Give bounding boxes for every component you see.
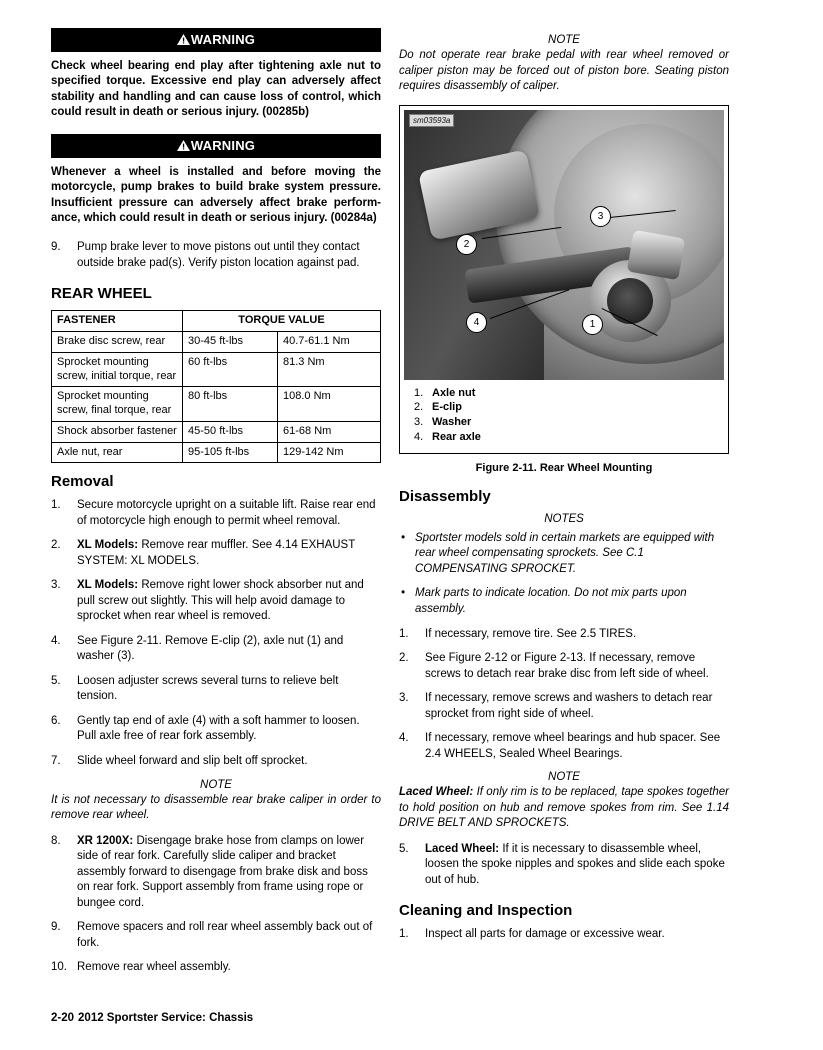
legend-number: 3. bbox=[414, 416, 424, 429]
step-emphasis: XL Models: bbox=[77, 539, 139, 552]
cell-fastener: Sprocket mounting screw, initial torque, rear bbox=[52, 352, 183, 387]
step-text: Loosen adjuster screws several turns to relieve belt tension. bbox=[77, 674, 339, 703]
cell-fastener: Brake disc screw, rear bbox=[52, 332, 183, 353]
cell-value: 45-50 ft-lbs bbox=[183, 421, 278, 442]
cell-value: 95-105 ft-lbs bbox=[183, 442, 278, 463]
note-label-laced: NOTE bbox=[548, 771, 580, 784]
pre-rear-wheel-steps bbox=[51, 240, 381, 271]
list-item bbox=[51, 578, 381, 625]
legend-label: E-clip bbox=[432, 401, 462, 414]
cleaning-inspection-heading: Cleaning and Inspection bbox=[399, 902, 573, 920]
bullet-icon: • bbox=[401, 587, 406, 600]
legend-label: Axle nut bbox=[432, 386, 476, 399]
bullet-icon: • bbox=[401, 531, 406, 544]
list-item bbox=[399, 531, 729, 578]
list-item bbox=[51, 834, 381, 912]
legend-label: Washer bbox=[432, 416, 472, 429]
step-emphasis: Laced Wheel: bbox=[425, 842, 500, 855]
list-item bbox=[399, 731, 729, 762]
cell-fastener: Axle nut, rear bbox=[52, 442, 183, 463]
list-item bbox=[51, 754, 381, 770]
step-text: Disengage brake hose from clamps on lower side of rear fork. Carefully slide caliper and bracket assembly forward to disengage from brake disk and boss on rear fork. Support assembly from frame using rope or bungee cord. bbox=[77, 834, 368, 909]
removal-steps-continued bbox=[51, 834, 381, 976]
step-text: If necessary, remove screws and washers to detach rear sprocket from right side of wheel. bbox=[425, 692, 713, 720]
step-number: 9. bbox=[51, 921, 61, 934]
step-text: If necessary, remove tire. See 2.5 TIRES. bbox=[425, 627, 637, 640]
step-number: 6. bbox=[51, 714, 61, 727]
note-text: Sportster models sold in certain markets are equipped with rear wheel compensating sprockets. See C.1 COMPENSATING SPROCKET. bbox=[415, 531, 715, 575]
cell-nm: 40.7-61.1 Nm bbox=[278, 332, 381, 353]
step-number: 1. bbox=[51, 499, 61, 512]
step-number: 3. bbox=[51, 579, 61, 592]
table-row bbox=[52, 352, 381, 387]
step-text: Remove rear muffler. See 4.14 EXHAUST SYSTEM: XL MODELS. bbox=[77, 539, 356, 567]
list-item bbox=[51, 714, 381, 745]
step-number: 1. bbox=[399, 627, 409, 640]
cell-nm: 61-68 Nm bbox=[278, 421, 381, 442]
step-text: Remove rear wheel assembly. bbox=[77, 961, 231, 974]
callout-2: 2 bbox=[456, 234, 477, 255]
warning-label-1: WARNING bbox=[190, 32, 256, 47]
column-header-torque-value: TORQUE VALUE bbox=[183, 311, 381, 332]
list-item bbox=[51, 674, 381, 705]
warning-body-1: Check wheel bearing end play after tightening axle nut to specified torque. Excessive end play can adversely affect stability and handling and can cause loss of control, which could result in death or serious injury. (00285b) bbox=[51, 60, 381, 118]
step-text: See Figure 2-12 or Figure 2-13. If necessary, remove screws to detach rear brake disc from left side of wheel. bbox=[425, 652, 709, 680]
rear-wheel-heading: REAR WHEEL bbox=[51, 285, 152, 303]
legend-number: 1. bbox=[414, 386, 424, 399]
list-item bbox=[399, 927, 729, 943]
list-item bbox=[399, 651, 729, 682]
warning-label-2: WARNING bbox=[190, 138, 256, 154]
list-item bbox=[51, 920, 381, 951]
step-number: 5. bbox=[399, 842, 409, 855]
figure-image-id: sm03593a bbox=[409, 114, 454, 127]
cell-fastener: Shock absorber fastener bbox=[52, 421, 183, 442]
list-item bbox=[51, 634, 381, 665]
warning-triangle-icon bbox=[177, 139, 190, 154]
legend-number: 4. bbox=[414, 431, 424, 444]
step-text: Slide wheel forward and slip belt off sprocket. bbox=[77, 754, 308, 767]
callout-3: 3 bbox=[590, 206, 611, 227]
step-text: Gently tap end of axle (4) with a soft hammer to loosen. Pull axle free of rear fork assembly. bbox=[77, 714, 360, 743]
step-text: If it is necessary to disassemble wheel, loosen the spoke nipples and spokes and slide each spoke out of hub. bbox=[425, 842, 725, 886]
right-column bbox=[399, 28, 729, 952]
step-text: Remove spacers and roll rear wheel assembly back out of fork. bbox=[77, 921, 373, 949]
table-row bbox=[52, 332, 381, 353]
step-text: Inspect all parts for damage or excessive wear. bbox=[425, 928, 665, 941]
step-number: 4. bbox=[399, 732, 409, 745]
warning-banner-1 bbox=[51, 28, 381, 52]
step-text: Secure motorcycle upright on a suitable lift. Raise rear end of motorcycle high enough to permit wheel removal. bbox=[77, 499, 376, 527]
warning-triangle-icon bbox=[177, 33, 190, 48]
note-text: If only rim is to be replaced, tape spokes together to hold position on hub and remove spokes from rim. See 1.14 DRIVE BELT AND SPROCKETS. bbox=[399, 786, 729, 830]
legend-label: Rear axle bbox=[432, 431, 481, 444]
disassembly-heading: Disassembly bbox=[399, 487, 491, 505]
warning-banner-2 bbox=[51, 134, 381, 158]
note-body-1: It is not necessary to disassemble rear brake caliper in order to remove rear wheel. bbox=[51, 793, 381, 822]
legend-item-1 bbox=[414, 386, 720, 401]
figure-2-11 bbox=[399, 105, 729, 454]
note-label-1: NOTE bbox=[200, 778, 232, 791]
figure-caption: Figure 2-11. Rear Wheel Mounting bbox=[475, 461, 653, 474]
list-item bbox=[51, 538, 381, 569]
left-column bbox=[51, 28, 381, 985]
step-text: Pump brake lever to move pistons out until they contact outside brake pad(s). Verify piston location against pad. bbox=[77, 241, 360, 269]
callout-4: 4 bbox=[466, 312, 487, 333]
axle-nut-part bbox=[627, 229, 686, 279]
list-item bbox=[51, 960, 381, 976]
list-item bbox=[51, 240, 381, 271]
step-text: See Figure 2-11. Remove E-clip (2), axle nut (1) and washer (3). bbox=[77, 634, 344, 663]
table-row bbox=[52, 442, 381, 463]
legend-item-2 bbox=[414, 400, 720, 415]
step-number: 4. bbox=[51, 634, 61, 647]
footer-title: 2012 Sportster Service: Chassis bbox=[78, 1012, 254, 1024]
step-number: 5. bbox=[51, 674, 61, 687]
note-emphasis: Laced Wheel: bbox=[399, 786, 474, 799]
cell-nm: 129-142 Nm bbox=[278, 442, 381, 463]
note-text: Mark parts to indicate location. Do not mix parts upon assembly. bbox=[415, 587, 687, 615]
step-number: 2. bbox=[51, 539, 61, 552]
table-row bbox=[52, 421, 381, 442]
figure-legend bbox=[400, 380, 728, 453]
step-number: 8. bbox=[51, 834, 61, 847]
torque-table bbox=[51, 310, 381, 463]
removal-heading: Removal bbox=[51, 473, 114, 491]
note-label-top: NOTE bbox=[548, 34, 580, 46]
cell-value: 80 ft-lbs bbox=[183, 387, 278, 422]
legend-number: 2. bbox=[414, 401, 424, 414]
note-body-top: Do not operate rear brake pedal with rear wheel removed or caliper piston may be forced out of piston bore. Seating piston requires disassembly of caliper. bbox=[399, 49, 729, 93]
step-number: 3. bbox=[399, 692, 409, 705]
disassembly-steps-continued bbox=[399, 842, 729, 889]
notes-bullet-list bbox=[399, 531, 729, 618]
table-row bbox=[52, 387, 381, 422]
note-body-laced bbox=[399, 785, 729, 832]
table-header-row bbox=[52, 311, 381, 332]
page-footer bbox=[51, 1012, 253, 1024]
notes-label: NOTES bbox=[544, 512, 584, 525]
step-number: 9. bbox=[51, 241, 61, 254]
cleaning-steps bbox=[399, 927, 729, 943]
legend-item-4 bbox=[414, 430, 720, 445]
step-number: 7. bbox=[51, 754, 61, 767]
list-item bbox=[399, 586, 729, 617]
warning-body-2: Whenever a wheel is installed and before moving the motorcycle, pump brakes to build brake system pressure. Insufficient pressure can adversely affect brake perform-ance, which could result in death or serious injury. (00284a) bbox=[51, 166, 381, 224]
cell-value: 30-45 ft-lbs bbox=[183, 332, 278, 353]
step-number: 1. bbox=[399, 928, 409, 941]
list-item bbox=[399, 691, 729, 722]
axle-end bbox=[607, 278, 653, 324]
legend-item-3 bbox=[414, 415, 720, 430]
list-item bbox=[51, 498, 381, 529]
page-number: 2-20 bbox=[51, 1012, 75, 1024]
cell-nm: 81.3 Nm bbox=[278, 352, 381, 387]
figure-image bbox=[404, 110, 724, 380]
column-header-fastener: FASTENER bbox=[52, 311, 183, 332]
step-number: 10. bbox=[51, 961, 67, 974]
removal-steps bbox=[51, 498, 381, 769]
step-emphasis: XR 1200X: bbox=[77, 834, 134, 847]
step-emphasis: XL Models: bbox=[77, 579, 139, 592]
step-number: 2. bbox=[399, 652, 409, 665]
cell-fastener: Sprocket mounting screw, final torque, rear bbox=[52, 387, 183, 422]
callout-1: 1 bbox=[582, 314, 603, 335]
cell-nm: 108.0 Nm bbox=[278, 387, 381, 422]
cell-value: 60 ft-lbs bbox=[183, 352, 278, 387]
disassembly-steps bbox=[399, 627, 729, 763]
list-item bbox=[399, 842, 729, 889]
list-item bbox=[399, 627, 729, 643]
step-text: Remove right lower shock absorber nut and pull screw out slightly. This will help avoid damage to sprocket when rear wheel is removed. bbox=[77, 579, 364, 623]
step-text: If necessary, remove wheel bearings and hub spacer. See 2.4 WHEELS, Sealed Wheel Bearings. bbox=[425, 732, 721, 760]
